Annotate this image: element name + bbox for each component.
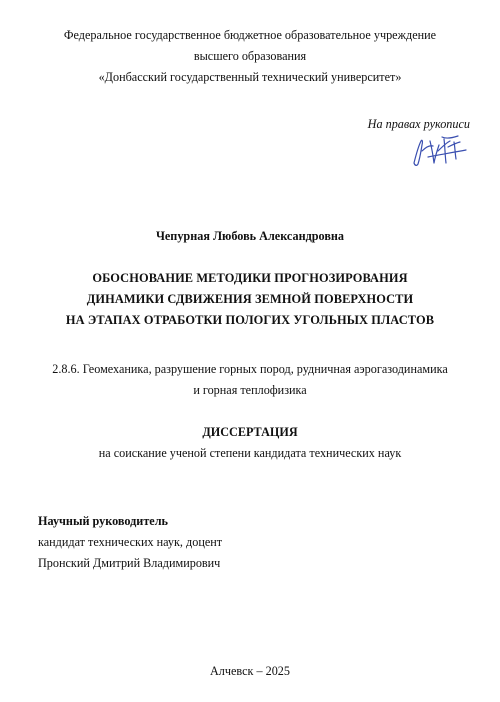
supervisor-heading: Научный руководитель bbox=[38, 514, 168, 528]
supervisor-degree: кандидат технических наук, доцент bbox=[38, 535, 223, 549]
supervisor-name: Пронский Дмитрий Владимирович bbox=[38, 556, 221, 570]
specialty-line-2: и горная теплофизика bbox=[193, 383, 307, 397]
author-name: Чепурная Любовь Александровна bbox=[155, 229, 345, 243]
handwritten-signature bbox=[408, 133, 472, 169]
title-line-1: ОБОСНОВАНИЕ МЕТОДИКИ ПРОГНОЗИРОВАНИЯ bbox=[92, 271, 408, 285]
title-line-2: ДИНАМИКИ СДВИЖЕНИЯ ЗЕМНОЙ ПОВЕРХНОСТИ bbox=[86, 292, 414, 306]
title-line-3: НА ЭТАПАХ ОТРАБОТКИ ПОЛОГИХ УГОЛЬНЫХ ПЛАСТОВ bbox=[65, 313, 435, 327]
place-year: Алчевск – 2025 bbox=[210, 664, 290, 678]
institution-line-2: высшего образования bbox=[193, 49, 307, 63]
institution-line-3: «Донбасский государственный технический университет» bbox=[98, 70, 402, 84]
specialty-line-1: 2.8.6. Геомеханика, разрушение горных пород, рудничная аэрогазодинамика bbox=[52, 362, 448, 376]
work-type-subtitle: на соискание ученой степени кандидата технических наук bbox=[98, 446, 402, 460]
work-type-heading: ДИССЕРТАЦИЯ bbox=[202, 425, 298, 439]
manuscript-note: На правах рукописи bbox=[367, 117, 470, 131]
institution-line-1: Федеральное государственное бюджетное образовательное учреждение bbox=[63, 28, 437, 42]
